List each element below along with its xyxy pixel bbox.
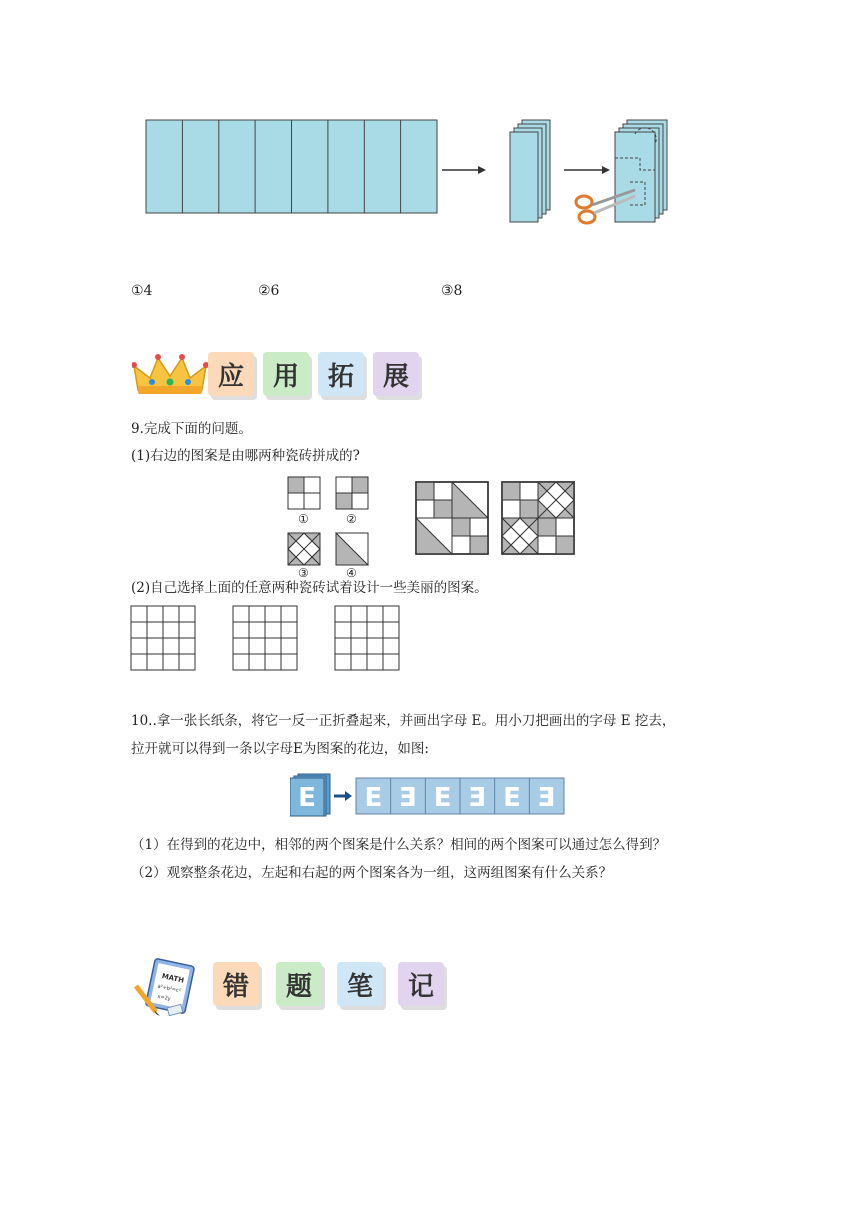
banner1-char-3: 拓 bbox=[318, 352, 364, 396]
folded-stack bbox=[510, 120, 550, 222]
option-1: ①4 bbox=[131, 283, 153, 299]
strip-letter: E bbox=[537, 783, 556, 813]
banner1-char-1: 应 bbox=[208, 352, 254, 396]
stack-letter: E bbox=[298, 783, 316, 813]
tile-2 bbox=[336, 477, 368, 509]
q10-sub2: （2）观察整条花边，左起和右起的两个图案各为一组，这两组图案有什么关系？ bbox=[131, 865, 613, 881]
q10-line2: 拉开就可以得到一条以字母E为图案的花边，如图: bbox=[131, 741, 429, 757]
paper-strip bbox=[146, 120, 437, 213]
arrow-right-icon-3 bbox=[334, 791, 352, 801]
q9-title: 9.完成下面的问题。 bbox=[131, 421, 252, 437]
q10-line1: 10..拿一张长纸条，将它一反一正折叠起来，并画出字母 E。用小刀把画出的字母 E 挖去， bbox=[131, 713, 676, 729]
tile-label-3: ③ bbox=[298, 566, 309, 580]
e-strip-figure bbox=[290, 772, 570, 818]
banner1-char-4: 展 bbox=[373, 352, 419, 396]
notebook-text-3: x=2y bbox=[156, 993, 172, 1003]
banner2-char-2: 题 bbox=[276, 962, 322, 1006]
q10-sub1: （1）在得到的花边中，相邻的两个图案是什么关系？相间的两个图案可以通过怎么得到？ bbox=[131, 837, 667, 853]
notebook-text-2: a²+b²=c² bbox=[157, 983, 182, 995]
strip-letter: E bbox=[399, 783, 417, 813]
tile-label-4: ④ bbox=[346, 566, 357, 580]
tile-4 bbox=[336, 533, 368, 565]
folding-figure bbox=[140, 110, 700, 235]
banner2-char-1: 错 bbox=[213, 962, 259, 1006]
empty-grid-2 bbox=[233, 606, 297, 670]
folded-e-stack bbox=[290, 774, 330, 816]
banner2-char-3: 笔 bbox=[337, 962, 383, 1006]
pattern-b bbox=[500, 480, 576, 556]
option-3: ③8 bbox=[441, 283, 463, 299]
tile-3 bbox=[288, 533, 320, 565]
crown-icon bbox=[132, 352, 208, 398]
empty-grids bbox=[129, 604, 429, 674]
strip-letter: E bbox=[433, 783, 452, 813]
strip-letter: E bbox=[364, 783, 383, 813]
tile-1 bbox=[288, 477, 320, 509]
tile-label-2: ② bbox=[346, 512, 357, 526]
empty-grid-3 bbox=[335, 606, 399, 670]
empty-grid-1 bbox=[131, 606, 195, 670]
e-strip bbox=[356, 778, 564, 814]
option-2: ②6 bbox=[258, 283, 280, 299]
pattern-a bbox=[414, 480, 490, 556]
q9-part1: (1)右边的图案是由哪两种瓷砖拼成的? bbox=[131, 448, 360, 464]
cut-stack bbox=[615, 120, 667, 222]
banner1-char-2: 用 bbox=[263, 352, 309, 396]
arrow-right-icon-2 bbox=[564, 166, 610, 174]
strip-letter: E bbox=[503, 783, 521, 813]
notebook-text-1: MATH bbox=[161, 972, 185, 985]
notebook-icon bbox=[134, 958, 198, 1018]
arrow-right-icon bbox=[442, 166, 486, 174]
q9-part2: (2)自己选择上面的任意两种瓷砖试着设计一些美丽的图案。 bbox=[131, 580, 488, 596]
tile-label-1: ① bbox=[298, 512, 309, 526]
strip-letter: E bbox=[468, 783, 487, 813]
banner2-char-4: 记 bbox=[398, 962, 444, 1006]
